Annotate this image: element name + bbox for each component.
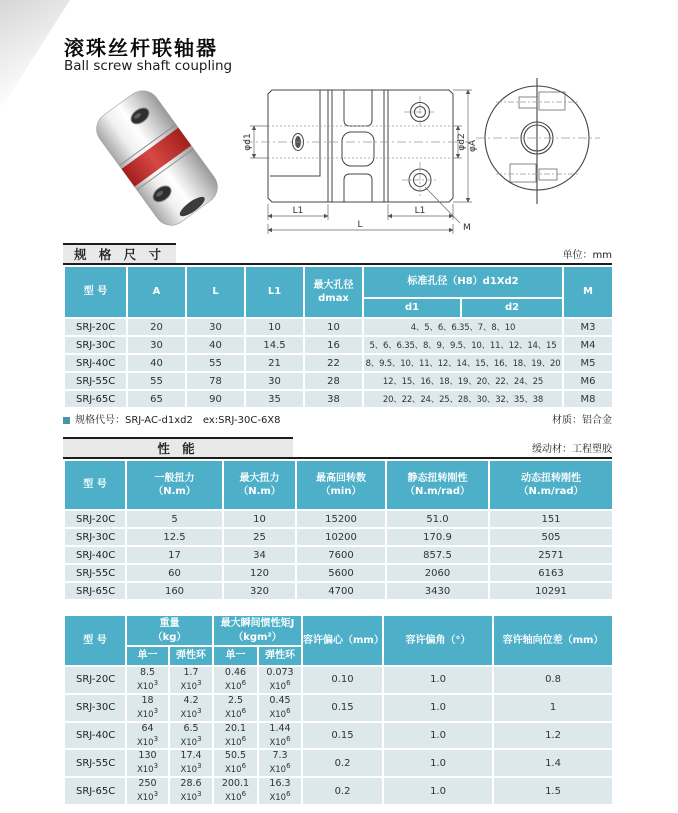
multiplier [127, 678, 168, 692]
value: 28.6 [180, 778, 202, 790]
perf-section-bar [63, 437, 612, 459]
cell: M4 [563, 336, 613, 354]
x10-base: X10 [224, 765, 242, 776]
table-row [64, 666, 613, 694]
cell-exp [126, 666, 169, 694]
x10-base: X10 [136, 793, 154, 804]
spec-code-text: 规格代号：SRJ-AC-d1xd2 ex:SRJ-30C-6X8 [75, 415, 281, 426]
cell: 34 [223, 546, 296, 564]
x10-base: X10 [180, 681, 198, 692]
x10-base: X10 [224, 709, 242, 720]
cell-exp [258, 722, 302, 750]
cell-exp [169, 749, 213, 777]
x10-base: X10 [136, 737, 154, 748]
exponent: 6 [241, 790, 247, 799]
cell-exp [258, 694, 302, 722]
cell-model: SRJ-55C [64, 564, 126, 582]
cell: 21 [245, 354, 304, 372]
cell: 10 [223, 510, 296, 528]
hdr-line2: （min） [320, 486, 362, 497]
cell: 505 [489, 528, 613, 546]
cell: 10291 [489, 582, 613, 600]
spec-section-title: 规 格 尺 寸 [63, 243, 176, 263]
table-row [64, 510, 613, 528]
unit-note: 单位：mm [562, 250, 612, 261]
cell-model: SRJ-40C [64, 722, 126, 750]
corner-decoration [0, 0, 70, 110]
hdr-line2: （N.m/rad） [404, 486, 471, 497]
exponent: 6 [241, 734, 247, 743]
multiplier [259, 678, 301, 692]
table-row [64, 582, 613, 600]
buffer-material-note: 缓动材：工程塑胶 [532, 444, 612, 455]
hdr-line1: 最大瞬间惯性矩J [220, 618, 295, 629]
cell: 151 [489, 510, 613, 528]
cell: 10200 [296, 528, 386, 546]
cell: 55 [127, 372, 186, 390]
cell: 35 [245, 390, 304, 408]
material-note: 材质：铝合金 [552, 415, 612, 426]
multiplier [259, 706, 301, 720]
cell: 28 [304, 372, 363, 390]
exponent: 3 [153, 762, 159, 771]
value: 6.5 [183, 722, 199, 734]
cell-exp [169, 777, 213, 805]
cell: 30 [245, 372, 304, 390]
exponent: 3 [153, 734, 159, 743]
col-header-bore-group: 标准孔径（H8）d1Xd2 [363, 266, 563, 298]
table-row [64, 390, 613, 408]
cell: 2571 [489, 546, 613, 564]
exponent: 3 [153, 706, 159, 715]
exponent: 6 [241, 679, 247, 687]
cell-exp [213, 722, 258, 750]
cell: 0.15 [302, 722, 383, 750]
value: 1.7 [183, 667, 199, 678]
multiplier [170, 706, 212, 720]
value: 4.2 [183, 694, 199, 706]
dmax-line1: 最大孔径 [313, 279, 354, 291]
x10-base: X10 [180, 793, 198, 804]
x10-base: X10 [180, 737, 198, 748]
cell-exp [258, 666, 302, 694]
dim-label-A: φA [468, 139, 478, 153]
exponent: 3 [197, 706, 202, 715]
cell-model: SRJ-20C [64, 510, 126, 528]
multiplier [127, 761, 168, 775]
col-header-model: 型 号 [64, 266, 127, 318]
cell-exp [169, 722, 213, 750]
cell: 2060 [386, 564, 489, 582]
cell: 1.0 [383, 749, 493, 777]
multiplier [259, 789, 301, 803]
cell: 1.0 [383, 694, 493, 722]
cell: 1.5 [493, 777, 613, 805]
value: 200.1 [221, 778, 250, 790]
dim-label-d2: φd2 [457, 133, 467, 151]
cell: 1.2 [493, 722, 613, 750]
cell: 12.5 [126, 528, 223, 546]
x10-base: X10 [136, 709, 154, 720]
exponent: 3 [153, 679, 159, 687]
cell: 7600 [296, 546, 386, 564]
cell: 17 [126, 546, 223, 564]
table-row [64, 564, 613, 582]
cell: 5600 [296, 564, 386, 582]
hdr-line1: 最大扭力 [239, 472, 280, 484]
table-row [64, 749, 613, 777]
cell-model: SRJ-40C [64, 546, 126, 564]
x10-base: X10 [180, 765, 198, 776]
multiplier [170, 678, 212, 692]
value: 64 [141, 722, 154, 734]
cell: 16 [304, 336, 363, 354]
cell: 14.5 [245, 336, 304, 354]
cell: 3430 [386, 582, 489, 600]
x10-base: X10 [136, 765, 154, 776]
cell: 51.0 [386, 510, 489, 528]
value: 0.073 [266, 667, 294, 678]
cell-bores: 5、6、6.35、8、9、9.5、10、11、12、14、15 [363, 336, 563, 354]
cell: M3 [563, 318, 613, 336]
page-subtitle: Ball screw shaft coupling [64, 58, 233, 74]
value: 0.46 [224, 667, 247, 678]
cell-bores: 20、22、24、25、28、30、32、35、38 [363, 390, 563, 408]
exponent: 6 [286, 706, 291, 715]
x10-base: X10 [269, 681, 287, 692]
cell-exp [126, 694, 169, 722]
multiplier [127, 734, 168, 748]
hdr-line1: 静态扭转刚性 [407, 472, 468, 484]
cell: 0.15 [302, 694, 383, 722]
table-row [64, 546, 613, 564]
exponent: 6 [286, 734, 291, 743]
cell: 90 [186, 390, 245, 408]
exponent: 6 [286, 790, 291, 799]
cell-bores: 8、9.5、10、11、12、14、15、16、18、19、20 [363, 354, 563, 372]
col-header-dynamic [489, 460, 613, 510]
cell-exp [126, 777, 169, 805]
value: 1.44 [269, 722, 291, 734]
multiplier [259, 761, 301, 775]
cell: 1.0 [383, 777, 493, 805]
cell-model: SRJ-65C [64, 582, 126, 600]
tolerance-table [63, 614, 614, 806]
table-row [64, 694, 613, 722]
cell-bores: 4、5、6、6.35、7、8、10 [363, 318, 563, 336]
col-header-inertia [213, 615, 302, 646]
bullet-square-icon [63, 417, 70, 424]
cell: 40 [186, 336, 245, 354]
table-row [64, 354, 613, 372]
cell-model: SRJ-30C [64, 336, 127, 354]
cell: 857.5 [386, 546, 489, 564]
multiplier [170, 789, 212, 803]
coupling-body [90, 84, 224, 232]
exponent: 3 [153, 790, 159, 799]
spec-code-note [63, 411, 281, 426]
cell: 25 [223, 528, 296, 546]
cell-model: SRJ-55C [64, 749, 126, 777]
page-title: 滚珠丝杆联轴器 [64, 36, 218, 60]
table-row [64, 318, 613, 336]
multiplier [170, 734, 212, 748]
cell: 10 [245, 318, 304, 336]
col-header-single: 单一 [126, 646, 169, 666]
x10-base: X10 [269, 765, 287, 776]
dmax-line2: dmax [318, 293, 349, 304]
dim-label-L1-left: L1 [292, 206, 304, 216]
col-header-dmax [304, 266, 363, 318]
cell-model: SRJ-20C [64, 318, 127, 336]
value: 18 [141, 694, 154, 706]
exponent: 6 [241, 706, 247, 715]
table-row [64, 336, 613, 354]
cell: 4700 [296, 582, 386, 600]
multiplier [214, 734, 257, 748]
x10-base: X10 [269, 709, 287, 720]
x10-base: X10 [180, 709, 198, 720]
cell: 1.4 [493, 749, 613, 777]
cell-model: SRJ-65C [64, 390, 127, 408]
col-header-maxtorque [223, 460, 296, 510]
multiplier [214, 706, 257, 720]
cell-exp [169, 694, 213, 722]
multiplier [170, 761, 212, 775]
value: 0.45 [269, 694, 291, 706]
perf-section-title: 性 能 [63, 437, 293, 457]
hdr-line1: 重量 [159, 618, 180, 629]
dim-label-L: L [357, 220, 363, 230]
col-header-model: 型 号 [64, 615, 126, 666]
multiplier [127, 789, 168, 803]
value: 20.1 [224, 722, 247, 734]
cell: 40 [127, 354, 186, 372]
cell-model: SRJ-20C [64, 666, 126, 694]
dim-label-L1-right: L1 [414, 206, 426, 216]
col-header-d1: d1 [363, 298, 461, 318]
cell: 60 [126, 564, 223, 582]
spec-footer [63, 411, 612, 426]
cell-model: SRJ-40C [64, 354, 127, 372]
cell: 22 [304, 354, 363, 372]
cell-model: SRJ-30C [64, 528, 126, 546]
cell-exp [213, 749, 258, 777]
col-header-d2: d2 [461, 298, 563, 318]
value: 130 [138, 750, 157, 762]
hdr-line1: 最高回转数 [316, 472, 366, 484]
col-header-weight [126, 615, 213, 646]
x10-base: X10 [136, 681, 154, 692]
multiplier [214, 761, 257, 775]
multiplier [259, 734, 301, 748]
cell: M6 [563, 372, 613, 390]
col-header-L1: L1 [245, 266, 304, 318]
exponent: 3 [197, 734, 202, 743]
cell: 0.10 [302, 666, 383, 694]
x10-base: X10 [224, 681, 242, 692]
x10-base: X10 [269, 737, 287, 748]
cell-bores: 12、15、16、18、19、20、22、24、25 [363, 372, 563, 390]
cell-exp [258, 777, 302, 805]
col-header-L: L [186, 266, 245, 318]
value: 2.5 [227, 694, 244, 706]
cell: 6163 [489, 564, 613, 582]
hdr-line1: 一般扭力 [154, 472, 195, 484]
cell-exp [213, 694, 258, 722]
spec-table [63, 265, 614, 409]
cell: 1 [493, 694, 613, 722]
x10-base: X10 [269, 793, 287, 804]
front-view-drawing [474, 76, 606, 212]
table-row [64, 528, 613, 546]
cell: 55 [186, 354, 245, 372]
cell-exp [126, 722, 169, 750]
table-row [64, 722, 613, 750]
exponent: 3 [197, 790, 202, 799]
exponent: 6 [241, 762, 247, 771]
exponent: 6 [286, 762, 291, 771]
col-header-eccentricity: 容许偏心（mm） [302, 615, 383, 666]
x10-base: X10 [224, 793, 242, 804]
value: 17.4 [180, 750, 202, 762]
cell: 30 [186, 318, 245, 336]
value: 50.5 [224, 750, 247, 762]
cell: 1.0 [383, 666, 493, 694]
hdr-line2: （N.m） [153, 486, 196, 497]
cell: 120 [223, 564, 296, 582]
cell: 30 [127, 336, 186, 354]
exponent: 6 [286, 679, 291, 687]
col-header-axial: 容许轴向位差（mm） [493, 615, 613, 666]
col-header-single: 单一 [213, 646, 258, 666]
value: 8.5 [139, 667, 156, 678]
cell-exp [126, 749, 169, 777]
product-photo [72, 84, 242, 232]
dim-label-d1: φd1 [243, 133, 253, 151]
value: 7.3 [272, 750, 288, 762]
cell: 0.2 [302, 777, 383, 805]
table-row [64, 777, 613, 805]
exponent: 3 [197, 679, 202, 687]
cell: 1.0 [383, 722, 493, 750]
col-header-A: A [127, 266, 186, 318]
cell: 15200 [296, 510, 386, 528]
col-header-angle: 容许偏角（°） [383, 615, 493, 666]
col-header-torque [126, 460, 223, 510]
exponent: 3 [197, 762, 202, 771]
dim-label-M: M [463, 223, 471, 233]
multiplier [214, 789, 257, 803]
cell-exp [258, 749, 302, 777]
cell: 320 [223, 582, 296, 600]
cell: 160 [126, 582, 223, 600]
cell: 170.9 [386, 528, 489, 546]
hdr-line2: （kg） [152, 631, 187, 643]
cell: 10 [304, 318, 363, 336]
col-header-static [386, 460, 489, 510]
cell-exp [213, 777, 258, 805]
cell: M5 [563, 354, 613, 372]
cell-model: SRJ-30C [64, 694, 126, 722]
perf-table [63, 459, 614, 601]
hdr-line2: （N.m/rad） [518, 486, 584, 497]
value: 250 [138, 778, 157, 790]
hdr-line1: 动态扭转刚性 [521, 472, 581, 484]
hdr-line2: （kgm²） [233, 631, 282, 643]
cell: 5 [126, 510, 223, 528]
spec-section-bar [63, 243, 612, 265]
table-row [64, 372, 613, 390]
side-view-drawing [240, 76, 480, 240]
multiplier [214, 678, 257, 692]
col-header-model: 型 号 [64, 460, 126, 510]
cell-model: SRJ-55C [64, 372, 127, 390]
col-header-speed [296, 460, 386, 510]
cell: 20 [127, 318, 186, 336]
col-header-elastic-ring: 弹性环 [258, 646, 302, 666]
cell: 38 [304, 390, 363, 408]
cell-exp [169, 666, 213, 694]
col-header-elastic-ring: 弹性环 [169, 646, 213, 666]
cell: M8 [563, 390, 613, 408]
value: 16.3 [269, 778, 291, 790]
cell: 78 [186, 372, 245, 390]
cell: 0.2 [302, 749, 383, 777]
multiplier [127, 706, 168, 720]
col-header-M: M [563, 266, 613, 318]
cell-exp [213, 666, 258, 694]
x10-base: X10 [224, 737, 242, 748]
cell: 65 [127, 390, 186, 408]
cell: 0.8 [493, 666, 613, 694]
hdr-line2: （N.m） [238, 486, 281, 497]
cell-model: SRJ-65C [64, 777, 126, 805]
